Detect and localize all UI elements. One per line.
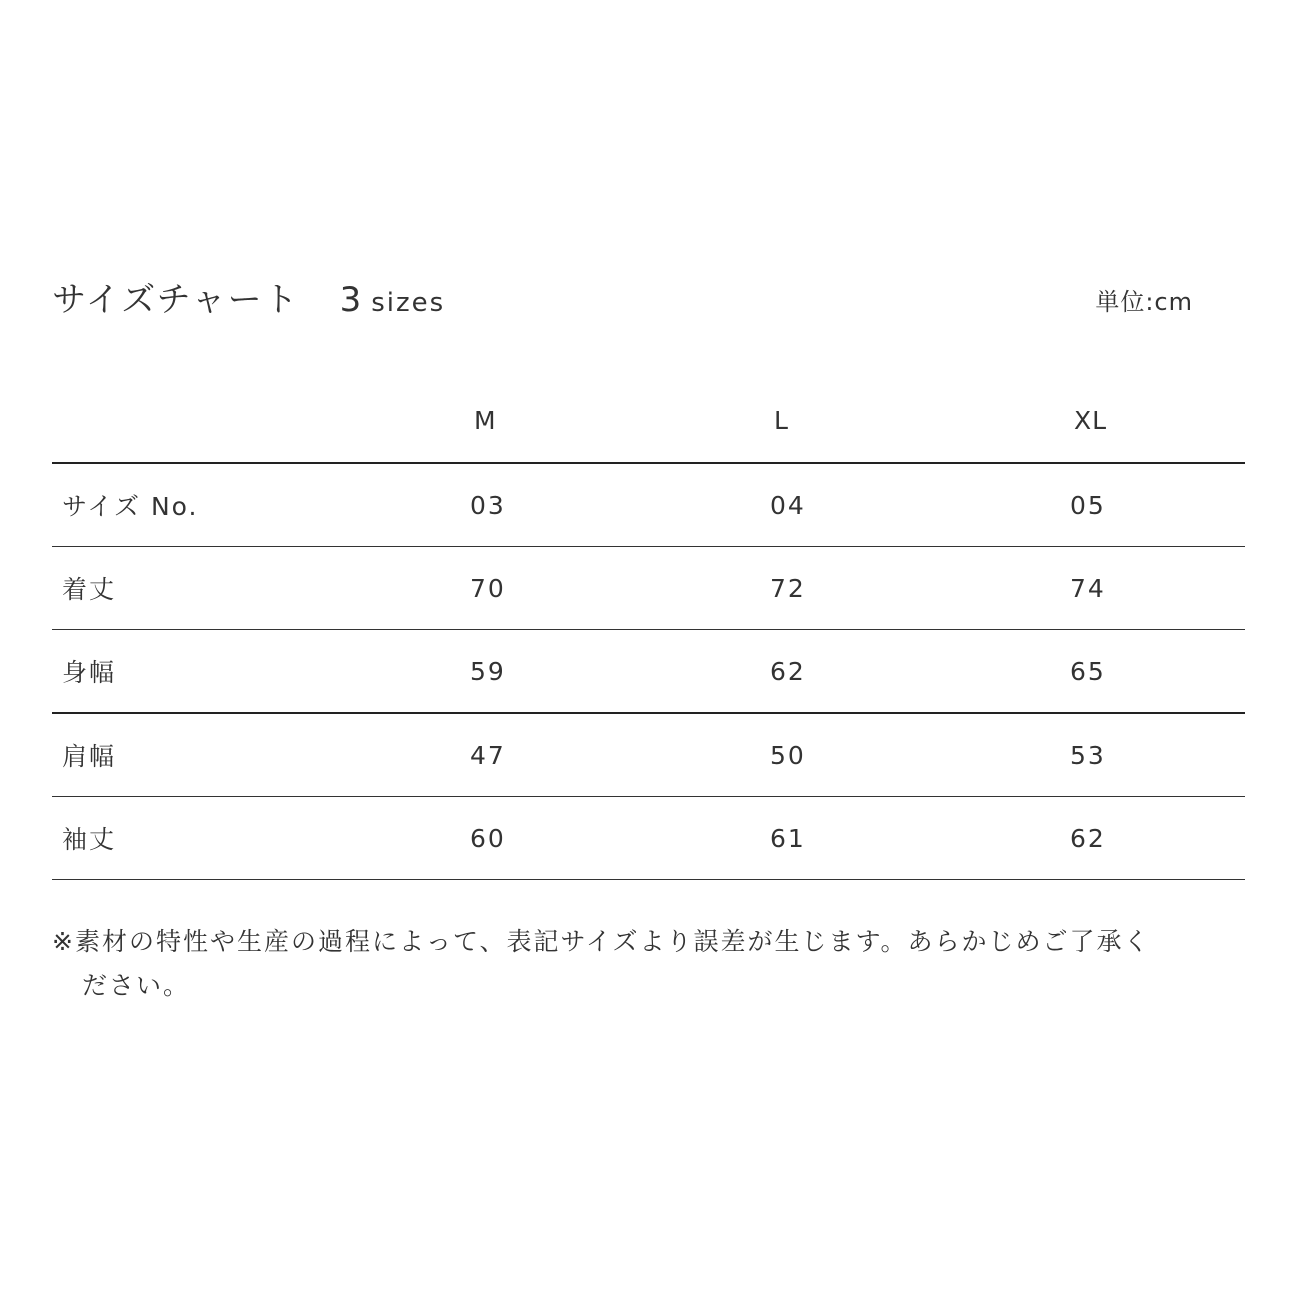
table-cell: 62 <box>1070 823 1106 853</box>
row-label: 身幅 <box>62 658 117 687</box>
column-header-l: L <box>774 405 789 435</box>
table-row <box>52 713 1245 797</box>
table-row <box>52 547 1245 630</box>
table-row <box>52 797 1245 880</box>
note-line-1: ※素材の特性や生産の過程によって、表記サイズより誤差が生じます。あらかじめご了承く <box>52 927 1151 956</box>
title-text: サイズチャート <box>52 280 300 320</box>
table-cell: 50 <box>770 740 806 770</box>
table-cell: 65 <box>1070 656 1106 686</box>
page-title <box>52 276 445 327</box>
table-cell: 72 <box>770 573 806 603</box>
table-row <box>52 630 1245 714</box>
column-header-xl: XL <box>1074 405 1108 435</box>
unit-label: 単位:cm <box>1095 288 1193 316</box>
column-header-m: M <box>474 405 497 435</box>
note-line-2: ださい。 <box>82 971 191 1000</box>
corner-cell <box>52 378 344 463</box>
table-cell: 05 <box>1070 490 1106 520</box>
table-cell: 62 <box>770 656 806 686</box>
table-header-row <box>52 378 1245 463</box>
table-cell: 59 <box>470 656 506 686</box>
row-label: サイズ No. <box>62 492 199 521</box>
table-cell: 60 <box>470 823 506 853</box>
table-cell: 74 <box>1070 573 1106 603</box>
size-chart-header <box>52 276 1245 326</box>
row-label: 肩幅 <box>62 742 117 771</box>
table-cell: 03 <box>470 490 506 520</box>
table-cell: 70 <box>470 573 506 603</box>
table-cell: 53 <box>1070 740 1106 770</box>
table-row <box>52 463 1245 547</box>
size-count: 3 <box>339 280 364 320</box>
row-label: 袖丈 <box>62 825 117 854</box>
table-cell: 04 <box>770 490 806 520</box>
disclaimer-note <box>52 920 1245 1008</box>
table-cell: 61 <box>770 823 806 853</box>
sizes-label: sizes <box>371 288 446 318</box>
table-cell: 47 <box>470 740 506 770</box>
size-table <box>52 378 1245 880</box>
row-label: 着丈 <box>62 575 117 604</box>
